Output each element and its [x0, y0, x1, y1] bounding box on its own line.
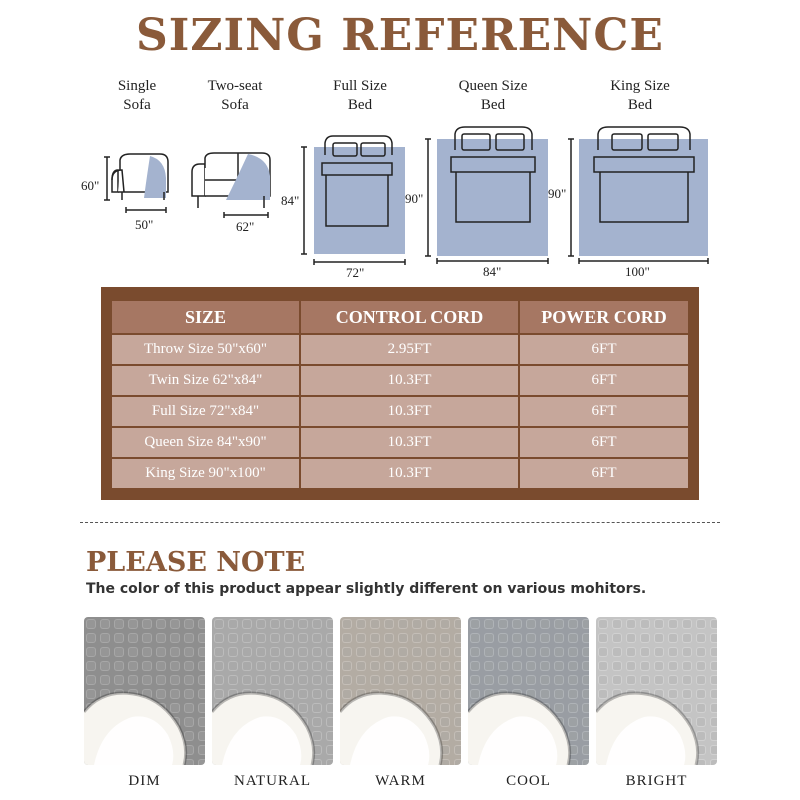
sizing-table	[101, 287, 699, 500]
single-sofa-width: 50"	[135, 217, 154, 232]
table-cell: 6FT	[520, 335, 688, 364]
swatch-label: NATURAL	[234, 773, 311, 789]
king-bed-width: 100"	[625, 264, 650, 279]
table-cell: 10.3FT	[301, 459, 518, 488]
single-sofa-height: 60"	[81, 178, 100, 193]
label-line: Bed	[627, 97, 653, 113]
table-header-size: SIZE	[112, 301, 299, 333]
label-line: Bed	[480, 97, 506, 113]
label-line: Queen Size	[458, 78, 528, 94]
table-cell: 6FT	[520, 397, 688, 426]
blanket-swatch-cool	[468, 617, 589, 765]
label-line: Sofa	[123, 97, 151, 113]
table-cell: King Size 90"x100"	[112, 459, 299, 488]
swatch-label: DIM	[128, 773, 161, 789]
table-cell: 6FT	[520, 459, 688, 488]
table-header-power-cord: POWER CORD	[520, 301, 688, 333]
table-cell: 6FT	[520, 428, 688, 457]
king-bed-height: 90"	[548, 186, 567, 201]
queen-bed-height: 90"	[405, 191, 424, 206]
label-line: Full Size	[333, 78, 387, 94]
blanket-swatch-warm	[340, 617, 461, 765]
table-cell: 10.3FT	[301, 366, 518, 395]
swatch-label: WARM	[375, 773, 426, 789]
table-cell: Throw Size 50"x60"	[112, 335, 299, 364]
label-line: Bed	[347, 97, 373, 113]
section-divider	[80, 522, 720, 523]
sizing-illustrations	[0, 0, 800, 290]
label-line: Sofa	[221, 97, 249, 113]
table-cell: Twin Size 62"x84"	[112, 366, 299, 395]
table-cell: Full Size 72"x84"	[112, 397, 299, 426]
swatch-label: COOL	[506, 773, 551, 789]
table-cell: 2.95FT	[301, 335, 518, 364]
queen-bed-width: 84"	[483, 264, 502, 279]
two-seat-sofa-width: 62"	[236, 219, 255, 234]
blanket-swatch-dim	[84, 617, 205, 765]
swatch-label: BRIGHT	[625, 773, 688, 789]
full-bed-height: 84"	[281, 193, 300, 208]
label-line: King Size	[610, 78, 670, 94]
blanket-swatch-natural	[212, 617, 333, 765]
single-sofa-icon	[112, 154, 168, 200]
table-cell: Queen Size 84"x90"	[112, 428, 299, 457]
note-text: The color of this product appear slightly different on various mohitors.	[86, 581, 647, 597]
full-bed-width: 72"	[346, 265, 365, 280]
two-seat-sofa-icon	[192, 153, 270, 208]
table-cell: 6FT	[520, 366, 688, 395]
label-line: Two-seat	[207, 78, 263, 94]
page-title: SIZING REFERENCE	[136, 10, 664, 61]
blanket-swatch-bright	[596, 617, 717, 765]
table-cell: 10.3FT	[301, 397, 518, 426]
note-title: PLEASE NOTE	[86, 547, 306, 578]
table-cell: 10.3FT	[301, 428, 518, 457]
label-line: Single	[117, 78, 157, 94]
table-header-control-cord: CONTROL CORD	[301, 301, 518, 333]
